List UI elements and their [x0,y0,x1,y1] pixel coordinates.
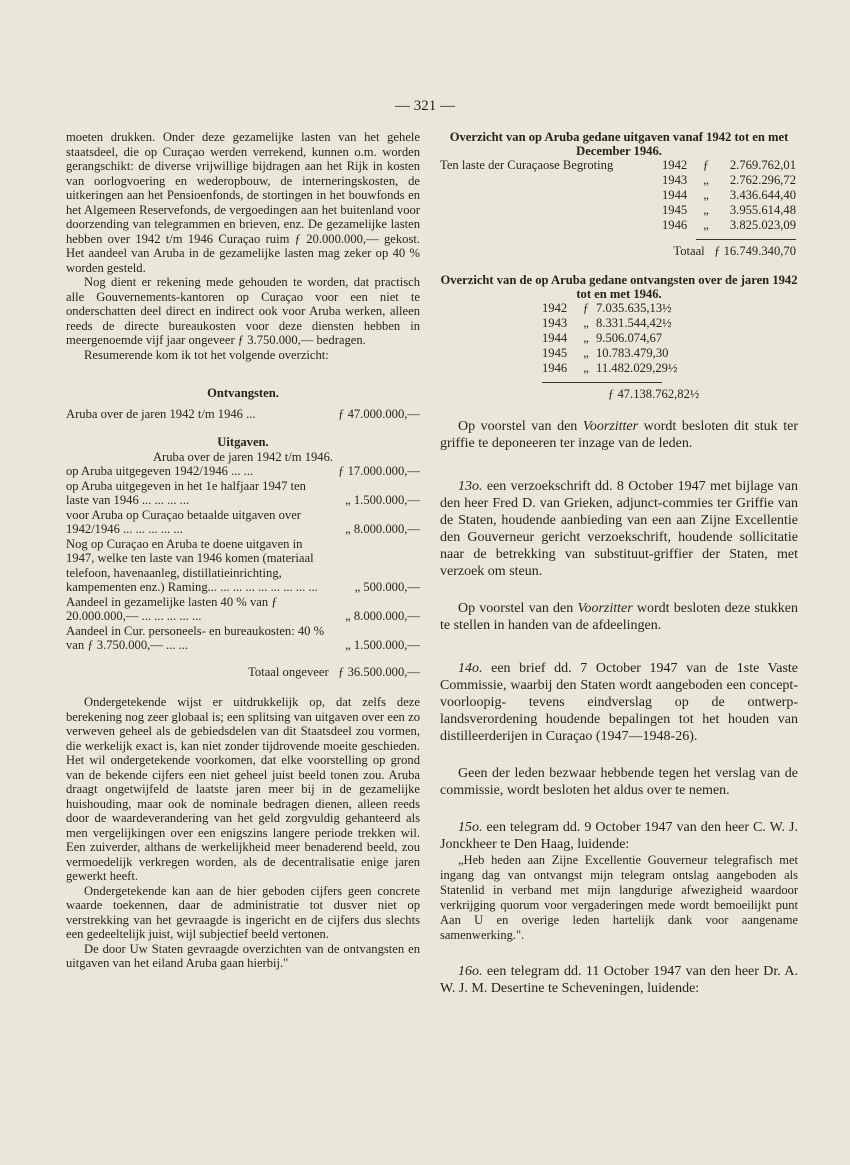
uitgaven-heading: Uitgaven. [217,435,269,449]
sum-rule [542,382,662,383]
row-amount: ƒ 47.000.000,— [338,406,420,421]
list-item: Nog op Curaçao en Aruba te doene uitgaven in 1947, welke ten laste van 1946 komen (materiaal telefoon, havenaanleg, distillatieinrichting, kampementen enz.) Raming... ... ... ... ... ... ... ... ... „ 500.000,— [66,536,420,594]
list-item: op Aruba uitgegeven in het 1e halfjaar 1947 ten laste van 1946 ... ... ... ... „ 1.500.000,— [66,478,420,507]
table-row: 1942 ƒ 7.035.635,13½ [542,301,672,315]
table-row: 1946 „ 3.825.023,09 [662,218,796,232]
table-total: Totaal ƒ 16.749.340,70 [673,244,796,258]
page-number: — 321 — [395,98,455,114]
total-amount: ƒ 36.500.000,— [338,664,420,679]
ontvangsten-row [66,407,420,422]
paragraph: Op voorstel van den Voorzitter wordt besloten deze stukken te stellen in handen van de afdeelingen. [440,601,798,633]
uitgaven-list [66,464,420,653]
sum-rule [696,239,796,240]
table-heading: Overzicht van de op Aruba gedane ontvangsten over de jaren 1942 tot en met 1946. [440,273,798,301]
ontvangsten-table [440,301,798,402]
agenda-item-16: 16o. een telegram dd. 11 October 1947 van den heer Dr. A. W. J. M. Desertine te Scheveningen, luidende: [440,964,799,996]
paragraph: Ondergetekende kan aan de hier geboden cijfers geen concrete waarde toekennen, daar de administratie tot dusver niet op verstrekking van het gevraagde is ingericht en de cijfers dus slechts een gedeeltelijk juist, wijl subjectief beeld vertonen. [66,883,420,941]
agenda-item-13: 13o. een verzoekschrift dd. 8 October 1947 met bijlage van den heer Fred D. van Grieken, adjunct-commies ter Griffie van de Staten, houdende aanbieding van een aan Zijne Excellentie den Gouverneur gericht verzoekschrift, houdende sollicitatie naar de betrekking van substituut-griffier der Staten, met verzoek om steun. [440,479,799,579]
table-row: Ten laste der Curaçaose Begroting 1942 ƒ 2.769.762,01 [440,158,796,172]
list-item: Aandeel in Cur. personeels- en bureaukosten: 40 % van ƒ 3.750.000,— ... ... „ 1.500.000,— [66,623,420,652]
table-row: 1943 „ 8.331.544,42½ [542,316,672,330]
total-label: Totaal ongeveer [248,664,329,679]
row-label: Aruba over de jaren 1942 t/m 1946 ... [66,406,256,421]
telegram-quote: „Heb heden aan Zijne Excellentie Gouverneur telegrafisch met ingang dag van ontvangst mijn telegram ontslag aangeboden als Statenlid in verband met mijn langdurige afwezigheid waardoor verkrijging quorum voor vergaderingen mede wordt bemoeilijkt punt Aan U en overige leden hartelijk dank voor aangename samenwerking.". [440,853,798,942]
paragraph: Resumerende kom ik tot het volgende overzicht: [84,347,329,362]
left-column [66,130,420,971]
paragraph: Ondergetekende wijst er uitdrukkelijk op, dat zelfs deze berekening nog zeer globaal is; een splitsing van uitgaven over een zo verweven geheel als de gebiedsdelen van dit Staatsdeel zou vormen, die werkelijk exact is, kan niet zonder tijdrovende moeite geschieden. Het wil ondergetekende voorkomen, dat elke voorstelling op grond van de bekende cijfers een niet geheel juist beeld tonen zou. Aruba draagt ongetwijfeld de laatste jaren meer bij in de gezamelijke huishouding, maar ook de nominale bedragen dienen, alleen reeds door de waardeverandering van het geld zorgvuldig gehanteerd als men vergelijkingen over een enigszins langere periode trekken wil. Een zuiverder, althans de werkelijkheid meer benaderend beeld, zou vermoedelijk verkregen worden, als de decentralisatie enige jaren gewerkt heeft. [66,695,420,883]
ontvangsten-heading: Ontvangsten. [207,386,279,400]
table-row: 1944 „ 3.436.644,40 [662,188,796,202]
uitgaven-table [440,158,798,259]
table-row: 1944 „ 9.506.074,67 [542,331,663,345]
uitgaven-subheading: Aruba over de jaren 1942 t/m 1946. [152,449,334,464]
table-heading: Overzicht van op Aruba gedane uitgaven vanaf 1942 tot en met December 1946. [449,130,789,158]
list-item: op Aruba uitgegeven 1942/1946 ... ... ƒ 17.000.000,— [66,464,420,478]
agenda-item-15: 15o. een telegram dd. 9 October 1947 van den heer C. W. J. Jonckheer te Den Haag, luidende: [440,820,798,852]
table-row: 1945 „ 3.955.614,48 [662,203,796,217]
table-row: 1946 „ 11.482.029,29½ [542,361,678,375]
paragraph: De door Uw Staten gevraagde overzichten van de ontvangsten en uitgaven van het eiland Aruba gaan hierbij." [66,941,420,970]
list-item: Aandeel in gezamelijke lasten 40 % van ƒ 20.000.000,— ... ... ... ... ... „ 8.000.000,— [66,594,420,623]
table-row: 1945 „ 10.783.479,30 [542,346,669,360]
paragraph: Nog dient er rekening mede gehouden te worden, dat practisch alle Gouvernements-kantoren op Curaçao voor een niet te onderschatten deel direct en indirect ook voor Aruba werken, alleen reeds de directe bureaukosten voor deze diensten hebben in meergenoemde vijf jaar ongeveer ƒ 3.750.000,— bedragen. [66,275,420,347]
paragraph: Geen der leden bezwaar hebbende tegen het verslag van de commissie, wordt besloten het aldus over te nemen. [440,766,798,798]
paragraph: Op voorstel van den Voorzitter wordt besloten dit stuk ter griffie te deponeeren ter inzage van de leden. [440,419,798,451]
paragraph: moeten drukken. Onder deze gezamelijke lasten van het gehele staatsdeel, die op Curaçao werden verrekend, kunnen o.m. worden gerangschikt: de diverse vrijwillige bijdragen aan het Rijk in kosten van oorlogvoering en wederopbouw, de interneringskosten, de uitkeringen aan het Pensioenfonds, de stortingen in het bouwfonds en het Algemeen Reservefonds, de vergoedingen aan het buitenland voor doorzending van telegrammen en brieven, enz. De gezamelijke lasten hebben over 1942 t/m 1946 Curaçao ruim ƒ 20.000.000,— gekost. Het aandeel van Aruba in de gezamelijke lasten mag zeker op 40 % worden gesteld. [66,130,420,275]
table-total: ƒ 47.138.762,82½ [608,387,700,401]
right-column [440,130,798,997]
uitgaven-total [66,665,420,680]
list-item: voor Aruba op Curaçao betaalde uitgaven over 1942/1946 ... ... ... ... ... „ 8.000.000,— [66,507,420,536]
agenda-item-14: 14o. een brief dd. 7 October 1947 van de 1ste Vaste Commissie, waarbij den Staten wordt aangeboden een concept-voorloopig- tevens eindverslag op de ontwerp-landsverordening houdende bepalingen tot het houden van distilleerderijen in Curaçao (1947—1948-26). [440,661,799,744]
table-row: 1943 „ 2.762.296,72 [662,173,796,187]
